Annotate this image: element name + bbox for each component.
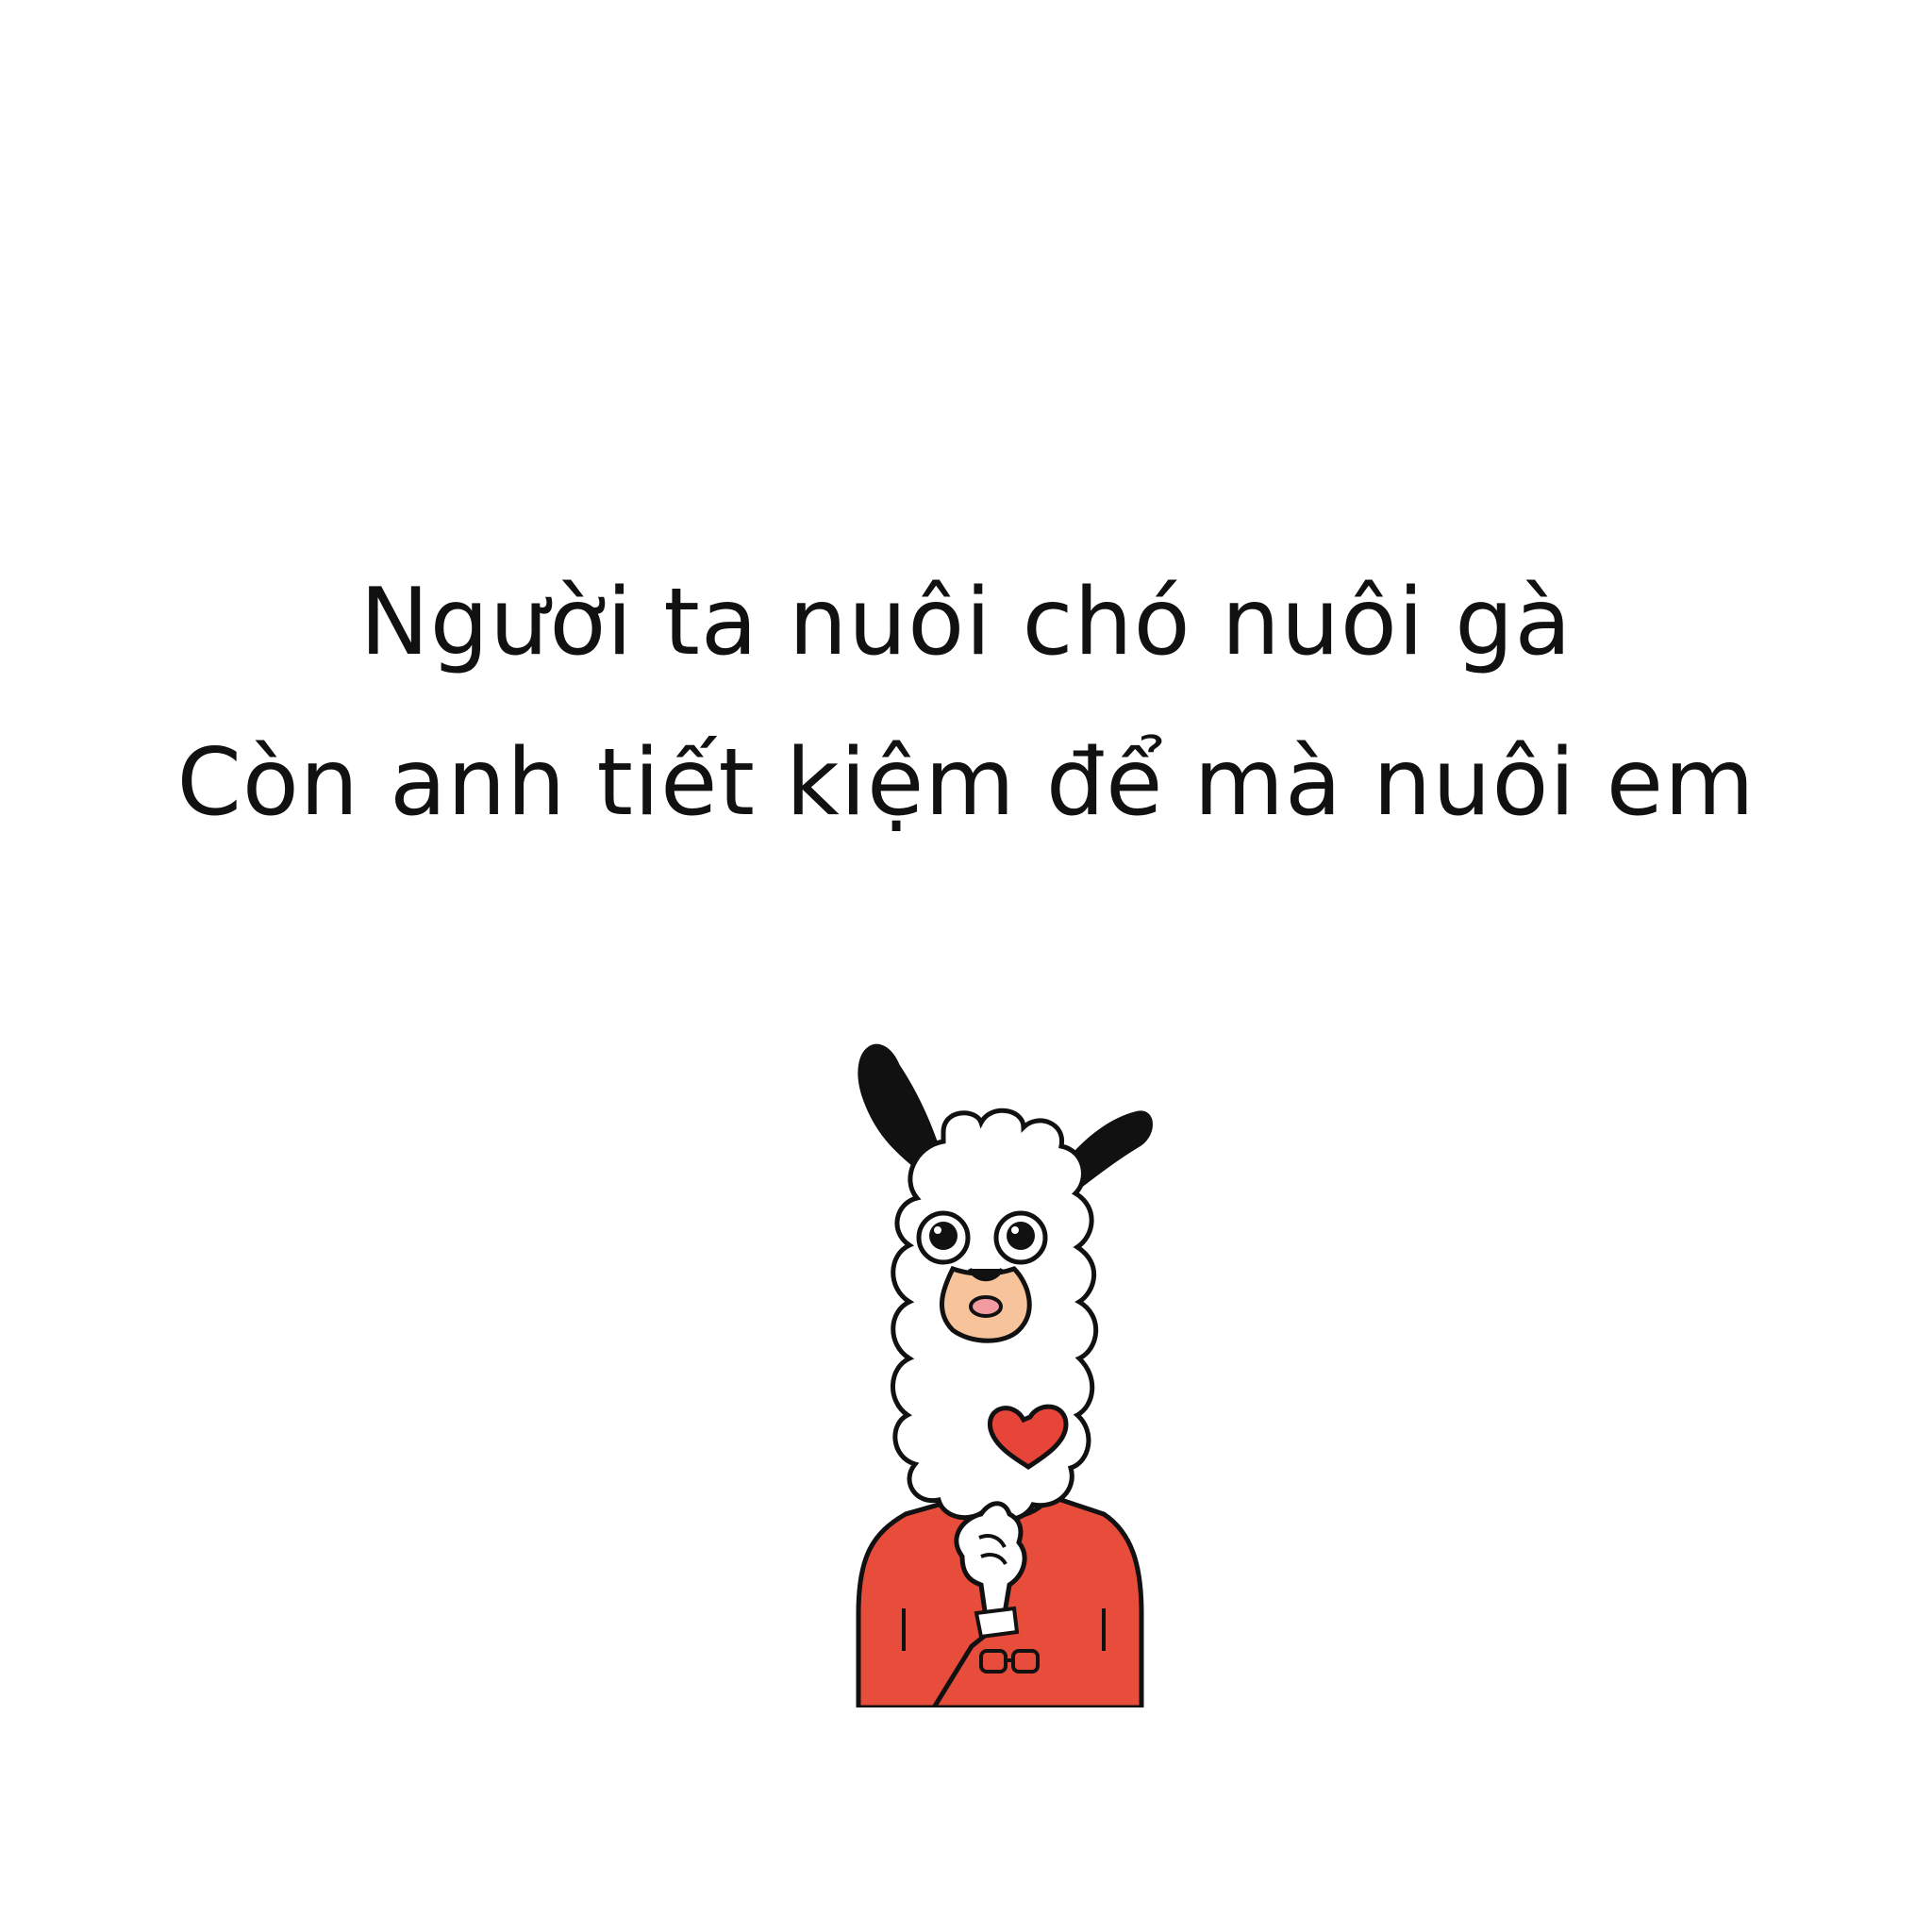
llama-illustration bbox=[830, 1028, 1170, 1707]
cuff bbox=[976, 1608, 1017, 1637]
left-eye bbox=[919, 1213, 968, 1262]
poem-line-2: Còn anh tiết kiệm để mà nuôi em bbox=[176, 729, 1756, 837]
poem-line-1: Người ta nuôi chó nuôi gà bbox=[359, 569, 1573, 676]
mouth bbox=[971, 1297, 1001, 1316]
right-eye bbox=[996, 1213, 1045, 1262]
